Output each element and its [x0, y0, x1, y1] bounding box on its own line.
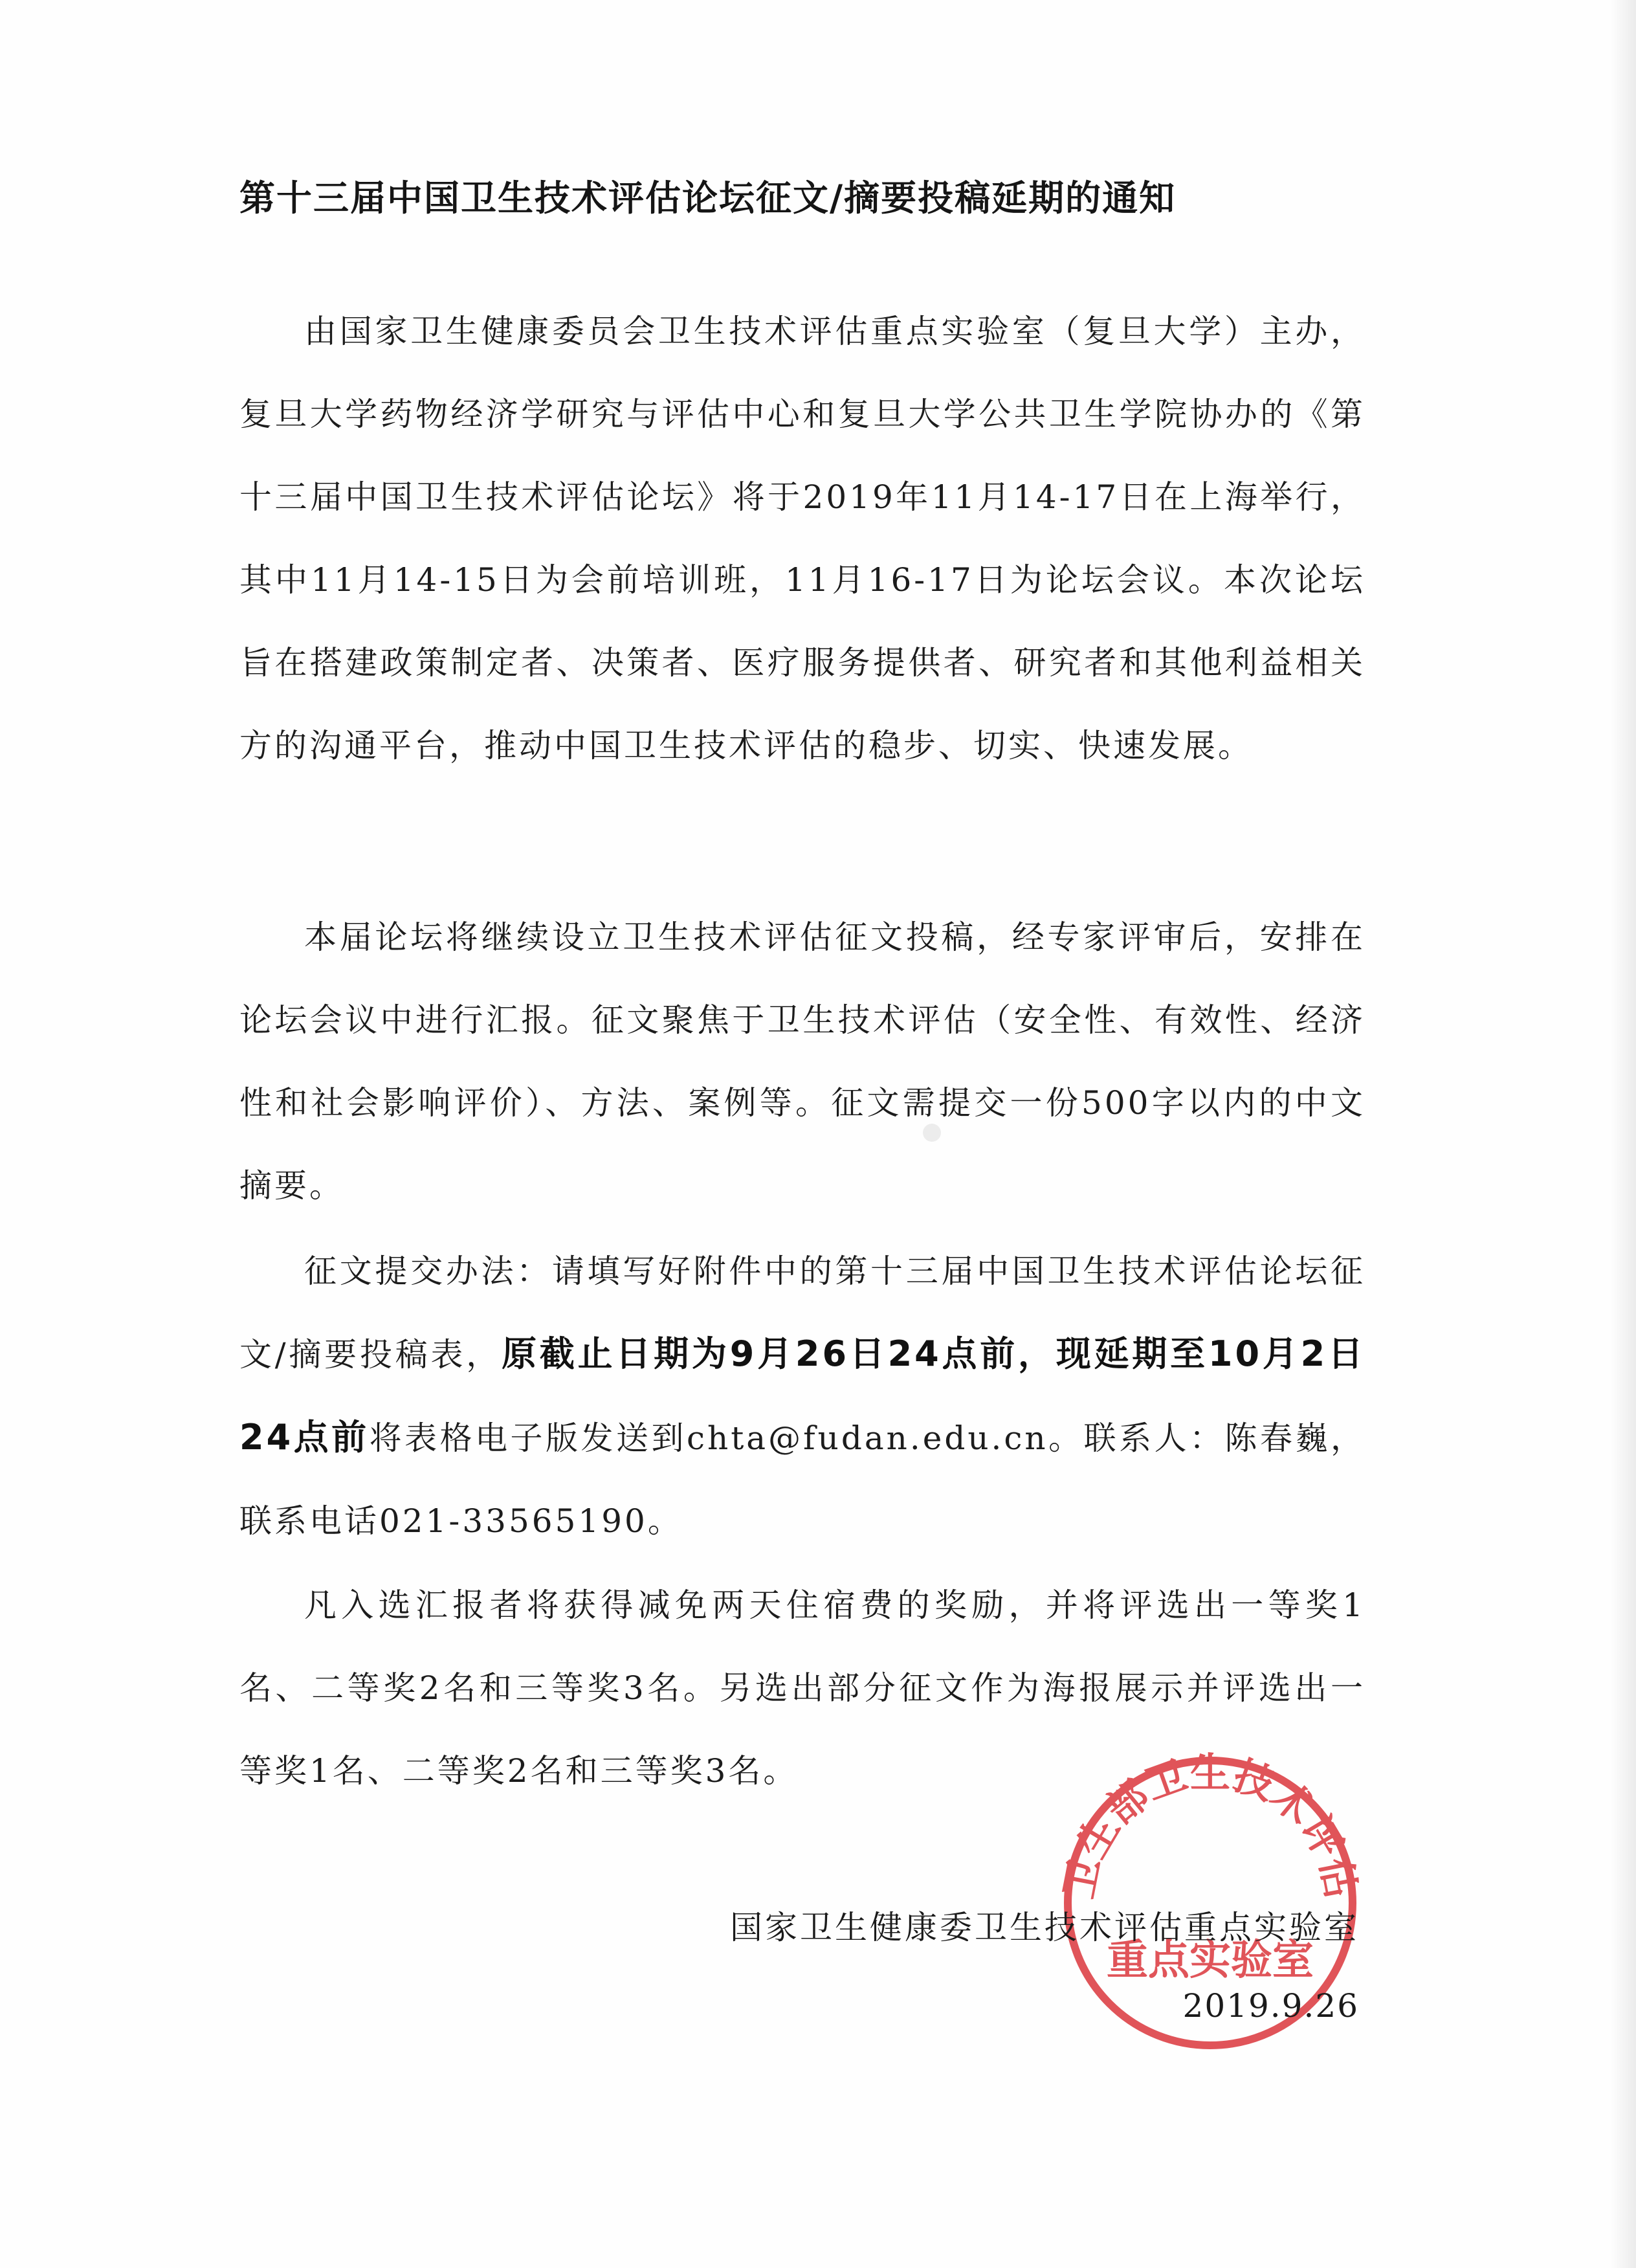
scan-edge-shadow: [1610, 0, 1636, 2268]
paragraph-awards: 凡入选汇报者将获得减免两天住宿费的奖励，并将评选出一等奖1名、二等奖2名和三等奖3名。另选出部分征文作为海报展示并评选出一等奖1名、二等奖2名和三等奖3名。: [239, 1586, 1365, 1790]
scan-smudge: [912, 1113, 951, 1152]
contact-email: chta@fudan.edu.cn: [687, 1419, 1048, 1457]
document-title: 第十三届中国卫生技术评估论坛征文/摘要投稿延期的通知: [239, 177, 1177, 219]
signoff-date: 2019.9.26: [1182, 1987, 1359, 2025]
submission-method-send: 将表格电子版发送到: [369, 1419, 687, 1457]
signoff-organization: 国家卫生健康委卫生技术评估重点实验室: [730, 1909, 1359, 1946]
seal-bottom-text: 重点实验室: [1107, 1937, 1314, 1984]
paragraph-intro: 由国家卫生健康委员会卫生技术评估重点实验室（复旦大学）主办，复旦大学药物经济学研究与评估中心和复旦大学公共卫生学院协办的《第十三届中国卫生技术评估论坛》将于2019年11月14-17日在上海举行，其中11月14-15日为会前培训班，11月16-17日为论坛会议。本次论坛旨在搭建政策制定者、决策者、医疗服务提供者、研究者和其他利益相关方的沟通平台，推动中国卫生技术评估的稳步、切实、快速发展。: [239, 313, 1365, 764]
paragraph-submission-scope: 本届论坛将继续设立卫生技术评估征文投稿，经专家评审后，安排在论坛会议中进行汇报。征文聚焦于卫生技术评估（安全性、有效性、经济性和社会影响评价）、方法、案例等。征文需提交一份500字以内的中文摘要。: [239, 918, 1365, 1205]
seal-top-text: 卫生部卫生技术评估: [1055, 1749, 1365, 1902]
paragraph-submission-method: [239, 1230, 1365, 1562]
submission-method-text: 征文提交办法：请填写好附件中的第十三届中国卫生技术评估论坛征文/摘要投稿表，: [239, 1252, 1365, 1373]
contact-info: 。联系人：陈春巍，联系电话021-33565190。: [239, 1419, 1366, 1540]
deadline-extension: 原截止日期为9月26日24点前，现延期至10月2日24点前: [239, 1333, 1365, 1458]
